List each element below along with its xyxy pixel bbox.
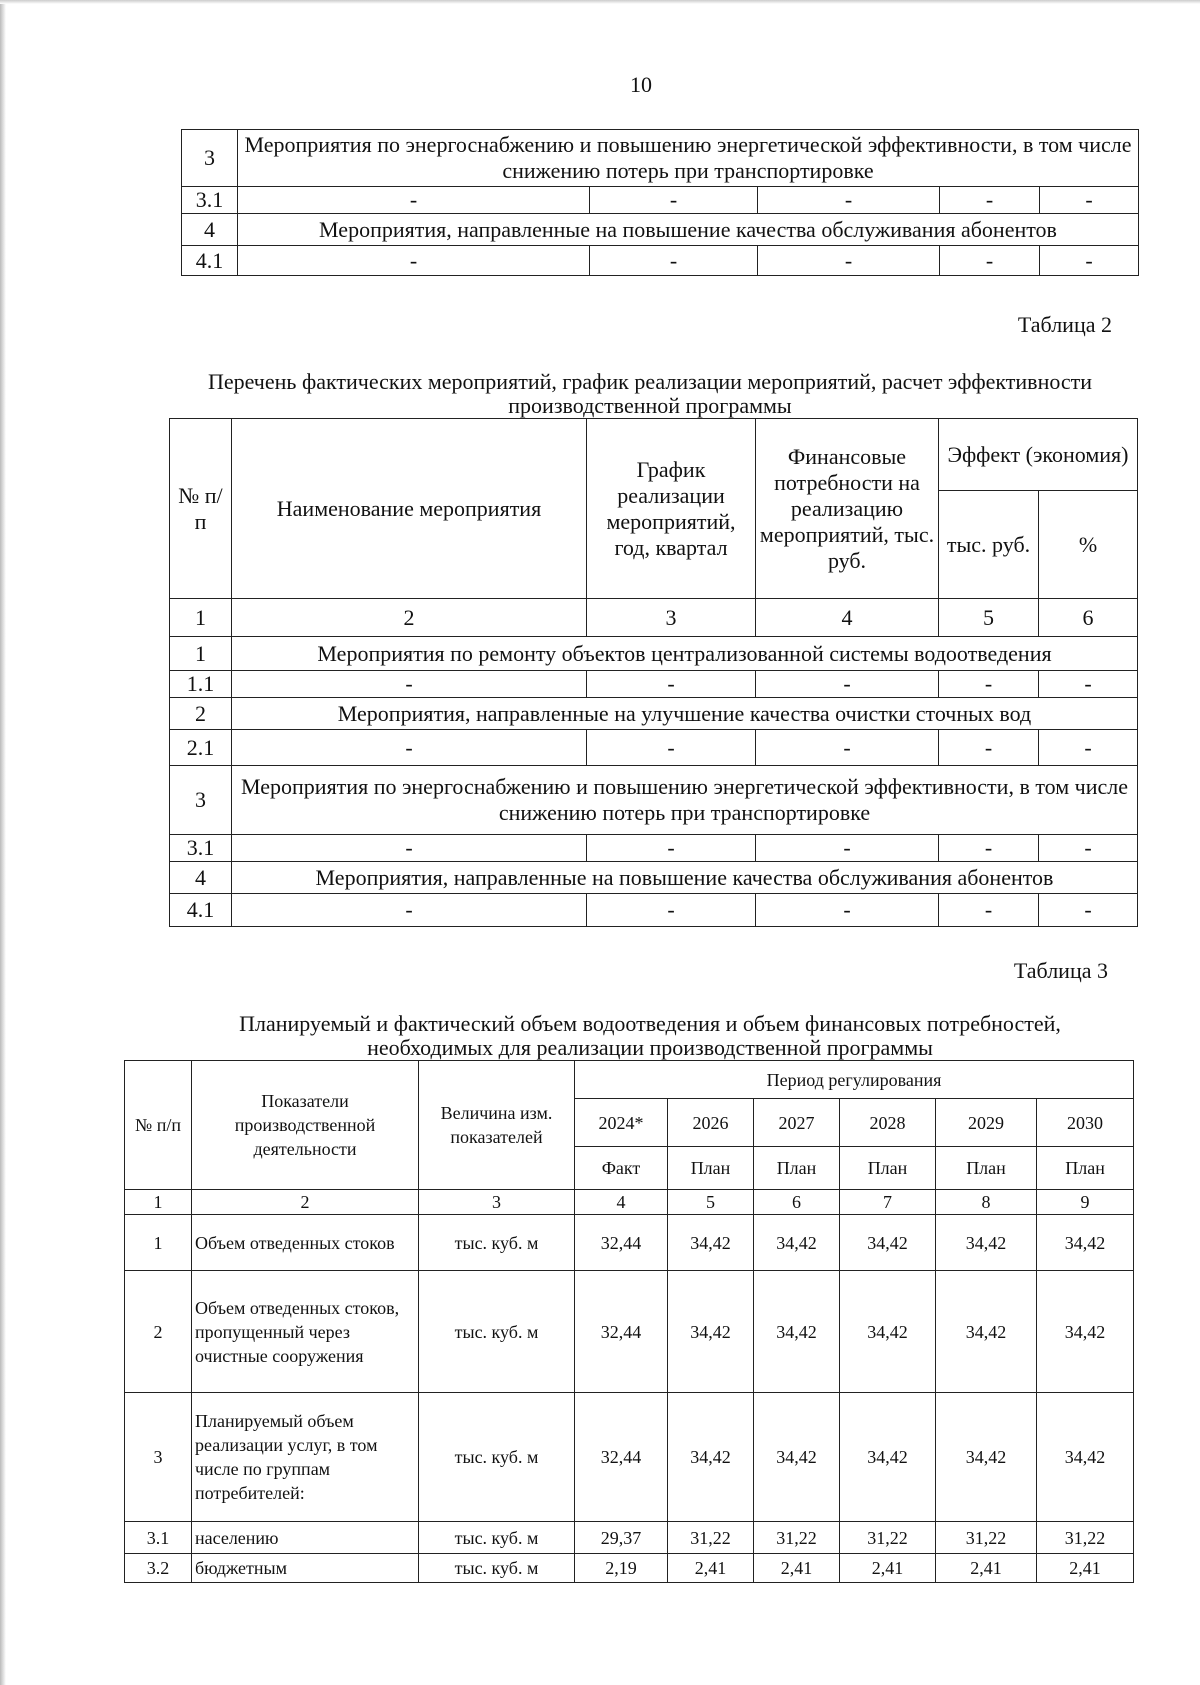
header-kind: План xyxy=(840,1147,936,1190)
header-year: 2029 xyxy=(936,1099,1037,1147)
indicator-name: Объем отведенных стоков xyxy=(192,1215,419,1271)
table-row xyxy=(182,130,1139,187)
header-kind: План xyxy=(936,1147,1037,1190)
header-year: 2030 xyxy=(1037,1099,1134,1147)
row-number: 4.1 xyxy=(170,894,232,927)
cell-empty-dash: - xyxy=(238,187,590,214)
table-2 xyxy=(169,418,1138,927)
row-number: 4.1 xyxy=(182,246,238,276)
column-number: 5 xyxy=(668,1190,754,1215)
section-title: Мероприятия, направленные на улучшение качества очистки сточных вод xyxy=(232,698,1138,730)
cell-empty-dash: - xyxy=(232,730,587,766)
unit: тыс. куб. м xyxy=(419,1393,575,1522)
cell-empty-dash: - xyxy=(587,835,756,862)
value-cell: 31,22 xyxy=(754,1522,840,1554)
cell-empty-dash: - xyxy=(587,671,756,698)
row-number: 3 xyxy=(170,766,232,835)
cell-empty-dash: - xyxy=(232,671,587,698)
row-number: 3.1 xyxy=(125,1522,192,1554)
table-row xyxy=(125,1393,1134,1522)
page-number: 10 xyxy=(630,72,652,97)
cell-empty-dash: - xyxy=(1040,246,1139,276)
column-number: 1 xyxy=(125,1190,192,1215)
cell-empty-dash: - xyxy=(238,246,590,276)
column-number: 6 xyxy=(754,1190,840,1215)
cell-empty-dash: - xyxy=(939,671,1039,698)
cell-empty-dash: - xyxy=(756,671,939,698)
unit: тыс. куб. м xyxy=(419,1522,575,1554)
cell-empty-dash: - xyxy=(587,730,756,766)
cell-empty-dash: - xyxy=(756,730,939,766)
header-kind: План xyxy=(668,1147,754,1190)
indicator-name: Объем отведенных стоков, пропущенный через очистные сооружения xyxy=(192,1271,419,1393)
column-number: 5 xyxy=(939,599,1039,637)
value-cell: 34,42 xyxy=(668,1271,754,1393)
value-cell: 34,42 xyxy=(1037,1393,1134,1522)
cell-empty-dash: - xyxy=(1039,835,1138,862)
table-row xyxy=(125,1554,1134,1583)
header-schedule: График реализации мероприятий, год, квартал xyxy=(587,419,756,599)
table-row xyxy=(182,246,1139,276)
column-numbering-row xyxy=(125,1190,1134,1215)
row-number: 3.1 xyxy=(170,835,232,862)
value-cell: 34,42 xyxy=(668,1393,754,1522)
header-finance: Финансовые потребности на реализацию мероприятий, тыс. руб. xyxy=(756,419,939,599)
table-row xyxy=(125,1271,1134,1393)
column-number: 8 xyxy=(936,1190,1037,1215)
header-no: № п/п xyxy=(125,1061,192,1190)
column-number: 1 xyxy=(170,599,232,637)
header-kind: Факт xyxy=(575,1147,668,1190)
value-cell: 34,42 xyxy=(936,1393,1037,1522)
header-indicator: Показатели производственной деятельности xyxy=(192,1061,419,1190)
header-year: 2026 xyxy=(668,1099,754,1147)
row-number: 3 xyxy=(125,1393,192,1522)
value-cell: 34,42 xyxy=(840,1271,936,1393)
table-row xyxy=(170,835,1138,862)
indicator-name: бюджетным xyxy=(192,1554,419,1583)
cell-empty-dash: - xyxy=(939,730,1039,766)
value-cell: 2,41 xyxy=(1037,1554,1134,1583)
value-cell: 34,42 xyxy=(754,1215,840,1271)
header-year: 2028 xyxy=(840,1099,936,1147)
row-number: 4 xyxy=(182,214,238,246)
value-cell: 34,42 xyxy=(840,1215,936,1271)
header-kind: План xyxy=(754,1147,840,1190)
value-cell: 32,44 xyxy=(575,1215,668,1271)
header-no: № п/ п xyxy=(170,419,232,599)
indicator-name: населению xyxy=(192,1522,419,1554)
column-number: 6 xyxy=(1039,599,1138,637)
value-cell: 31,22 xyxy=(668,1522,754,1554)
row-number: 1 xyxy=(170,637,232,671)
section-title: Мероприятия, направленные на повышение качества обслуживания абонентов xyxy=(232,862,1138,894)
cell-empty-dash: - xyxy=(1039,671,1138,698)
column-number: 2 xyxy=(232,599,587,637)
section-title: Мероприятия по энергоснабжению и повышению энергетической эффективности, в том числе снижению потерь при транспортировке xyxy=(232,766,1138,835)
table-3 xyxy=(124,1060,1134,1583)
value-cell: 34,42 xyxy=(840,1393,936,1522)
cell-empty-dash: - xyxy=(758,246,940,276)
value-cell: 34,42 xyxy=(936,1215,1037,1271)
cell-empty-dash: - xyxy=(758,187,940,214)
value-cell: 32,44 xyxy=(575,1393,668,1522)
table-row xyxy=(170,766,1138,835)
column-number: 4 xyxy=(756,599,939,637)
column-number: 4 xyxy=(575,1190,668,1215)
cell-empty-dash: - xyxy=(590,246,758,276)
header-effect-pct: % xyxy=(1039,491,1138,599)
cell-empty-dash: - xyxy=(756,894,939,927)
value-cell: 34,42 xyxy=(1037,1271,1134,1393)
value-cell: 31,22 xyxy=(1037,1522,1134,1554)
cell-empty-dash: - xyxy=(1039,730,1138,766)
value-cell: 2,19 xyxy=(575,1554,668,1583)
value-cell: 34,42 xyxy=(754,1393,840,1522)
section-title: Мероприятия по энергоснабжению и повышению энергетической эффективности, в том числе снижению потерь при транспортировке xyxy=(238,130,1139,187)
table-row xyxy=(170,698,1138,730)
unit: тыс. куб. м xyxy=(419,1215,575,1271)
value-cell: 31,22 xyxy=(840,1522,936,1554)
header-name: Наименование мероприятия xyxy=(232,419,587,599)
cell-empty-dash: - xyxy=(232,835,587,862)
value-cell: 2,41 xyxy=(668,1554,754,1583)
row-number: 3.1 xyxy=(182,187,238,214)
column-number: 9 xyxy=(1037,1190,1134,1215)
section-title: Мероприятия, направленные на повышение качества обслуживания абонентов xyxy=(238,214,1139,246)
table-row xyxy=(125,1215,1134,1271)
header-kind: План xyxy=(1037,1147,1134,1190)
cell-empty-dash: - xyxy=(940,187,1040,214)
table-2-caption: Таблица 2 xyxy=(1017,312,1112,337)
header-period: Период регулирования xyxy=(575,1061,1134,1099)
column-number: 3 xyxy=(419,1190,575,1215)
value-cell: 34,42 xyxy=(936,1271,1037,1393)
header-effect-rub: тыс. руб. xyxy=(939,491,1039,599)
row-number: 2 xyxy=(125,1271,192,1393)
table-3-title: Планируемый и фактический объем водоотведения и объем финансовых потребностей, необходимых для реализации производственной программы xyxy=(239,1011,1061,1060)
header-year: 2024* xyxy=(575,1099,668,1147)
value-cell: 2,41 xyxy=(754,1554,840,1583)
column-number: 2 xyxy=(192,1190,419,1215)
scan-edge xyxy=(0,0,6,1685)
table-row xyxy=(182,214,1139,246)
indicator-name: Планируемый объем реализации услуг, в том числе по группам потребителей: xyxy=(192,1393,419,1522)
row-number: 1.1 xyxy=(170,671,232,698)
cell-empty-dash: - xyxy=(1039,894,1138,927)
value-cell: 34,42 xyxy=(754,1271,840,1393)
column-number: 3 xyxy=(587,599,756,637)
value-cell: 34,42 xyxy=(1037,1215,1134,1271)
section-title: Мероприятия по ремонту объектов централизованной системы водоотведения xyxy=(232,637,1138,671)
header-year: 2027 xyxy=(754,1099,840,1147)
table-row xyxy=(170,862,1138,894)
value-cell: 2,41 xyxy=(840,1554,936,1583)
cell-empty-dash: - xyxy=(232,894,587,927)
row-number: 2 xyxy=(170,698,232,730)
table-2-title: Перечень фактических мероприятий, график реализации мероприятий, расчет эффективности производственной программы xyxy=(207,369,1093,418)
table-row xyxy=(125,1522,1134,1554)
table-row xyxy=(182,187,1139,214)
value-cell: 32,44 xyxy=(575,1271,668,1393)
column-number: 7 xyxy=(840,1190,936,1215)
value-cell: 34,42 xyxy=(668,1215,754,1271)
value-cell: 2,41 xyxy=(936,1554,1037,1583)
row-number: 3.2 xyxy=(125,1554,192,1583)
header-effect: Эффект (экономия) xyxy=(939,419,1138,491)
cell-empty-dash: - xyxy=(940,246,1040,276)
row-number: 1 xyxy=(125,1215,192,1271)
row-number: 2.1 xyxy=(170,730,232,766)
scan-top-edge xyxy=(0,0,1200,4)
value-cell: 31,22 xyxy=(936,1522,1037,1554)
table-row xyxy=(170,637,1138,671)
table-row xyxy=(170,671,1138,698)
header-unit: Величина изм. показателей xyxy=(419,1061,575,1190)
table-row xyxy=(170,730,1138,766)
row-number: 3 xyxy=(182,130,238,187)
cell-empty-dash: - xyxy=(756,835,939,862)
row-number: 4 xyxy=(170,862,232,894)
table-3-caption: Таблица 3 xyxy=(1013,958,1108,983)
cell-empty-dash: - xyxy=(1040,187,1139,214)
cell-empty-dash: - xyxy=(587,894,756,927)
table-1-continued xyxy=(181,129,1139,276)
cell-empty-dash: - xyxy=(939,835,1039,862)
value-cell: 29,37 xyxy=(575,1522,668,1554)
column-numbering-row xyxy=(170,599,1138,637)
unit: тыс. куб. м xyxy=(419,1271,575,1393)
cell-empty-dash: - xyxy=(939,894,1039,927)
cell-empty-dash: - xyxy=(590,187,758,214)
unit: тыс. куб. м xyxy=(419,1554,575,1583)
table-row xyxy=(170,894,1138,927)
